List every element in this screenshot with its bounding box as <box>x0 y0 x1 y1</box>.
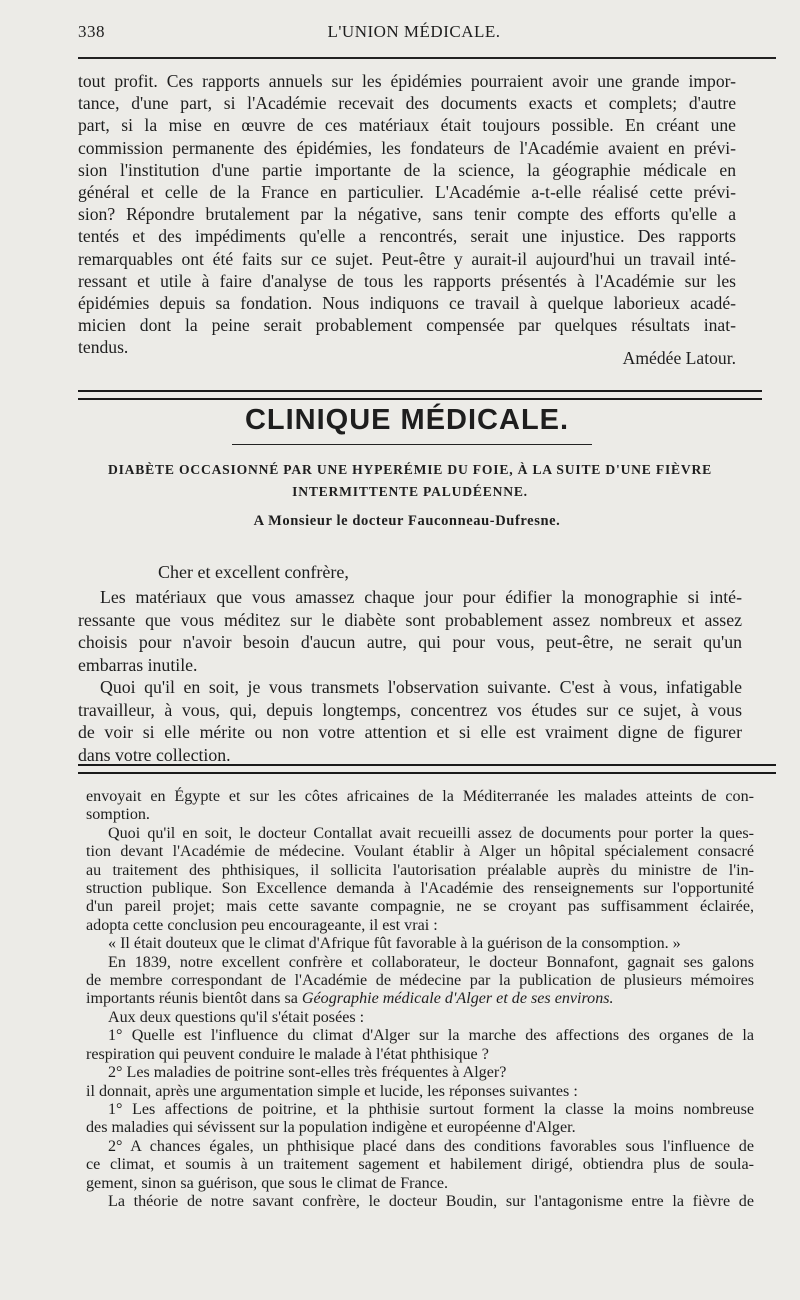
text-line: Aux deux questions qu'il s'était posées : <box>108 1008 365 1026</box>
text-line: tion devant l'Académie de médecine. Voulant établir à Alger un hôpital spécialement consacré <box>86 843 754 861</box>
text-line: général et celle de la France en particulier. L'Académie a-t-elle réalisé cette prévi- <box>78 182 736 203</box>
text-line: embarras inutile. <box>78 654 198 675</box>
text-line: remarquables ont été faits sur ce sujet. Peut-être y aurait-il aujourd'hui un travail inté- <box>78 248 736 269</box>
text-line: 1° Quelle est l'influence du climat d'Alger sur la marche des affections des organes de la <box>108 1027 754 1045</box>
text-line: En 1839, notre excellent confrère et collaborateur, le docteur Bonnafont, gagnait ses galons <box>108 953 754 971</box>
title-underline <box>232 444 592 445</box>
text-line: de voir si elle mérite ou non votre attention et si elle est vraiment digne de figurer <box>78 722 742 742</box>
article-title-line: INTERMITTENTE PALUDÉENNE. <box>292 484 528 499</box>
dedication: A Monsieur le docteur Fauconneau-Dufresne. <box>253 513 561 529</box>
text-line: Les matériaux que vous amassez chaque jour pour édifier la monographie si inté- <box>100 587 742 607</box>
book-title: Géographie médicale d'Alger et de ses environs. <box>301 990 614 1008</box>
section-title: CLINIQUE MÉDICALE. <box>244 404 570 436</box>
text-line: travailleur, à vous, qui, depuis longtemps, concentrez vos études sur ce sujet, à vous <box>78 699 742 720</box>
text-line <box>86 990 754 1008</box>
running-head <box>78 22 750 44</box>
text-line: de membre correspondant de l'Académie de médecine par la publication de plusieurs mémoires <box>86 972 754 990</box>
letter-body <box>78 586 742 766</box>
text-line: ressant et utile à faire d'analyse de tous les rapports présentés à l'Académie sur les <box>78 270 736 291</box>
text-line: sion? Répondre brutalement par la négative, sans tenir compte des efforts qu'elle a <box>78 204 736 225</box>
feuilleton-text <box>86 788 754 1211</box>
text-line: il donnait, après une argumentation simple et lucide, les réponses suivantes : <box>86 1082 578 1100</box>
text-run: importants réunis bientôt dans sa <box>86 990 302 1008</box>
text-line: envoyait en Égypte et sur les côtes africaines de la Méditerranée les malades atteints de con- <box>86 788 754 805</box>
text-line: sion l'institution d'une partie importante de la science, la géographie médicale en <box>78 159 736 180</box>
feuilleton-divider <box>78 764 776 774</box>
text-line: tance, d'une part, si l'Académie recevait des documents exacts et complets; d'autre <box>78 93 736 114</box>
text-line: Quoi qu'il en soit, je vous transmets l'observation suivante. C'est à vous, infatigable <box>100 677 742 697</box>
article-title <box>90 459 730 503</box>
text-line: respiration qui peuvent conduire le malade à l'état phthisique ? <box>86 1045 489 1063</box>
text-line: tout profit. Ces rapports annuels sur les épidémies pourraient avoir une grande impor- <box>78 71 736 91</box>
header-rule <box>78 57 776 59</box>
journal-title: L'UNION MÉDICALE. <box>327 22 501 41</box>
section-divider <box>78 390 762 400</box>
text-line: tendus. <box>78 337 129 358</box>
text-line: épidémies depuis sa fondation. Nous indiquons ce travail à quelque laborieux acadé- <box>78 293 736 314</box>
text-line: « Il était douteux que le climat d'Afrique fût favorable à la guérison de la consomption. » <box>108 935 681 953</box>
text-line: ce climat, et soumis à un traitement sagement et habilement dirigé, obtiendra plus de soula- <box>86 1156 754 1174</box>
text-line: part, si la mise en œuvre de ces matériaux était toujours possible. En créant une <box>78 115 736 136</box>
intro-paragraph <box>78 70 736 359</box>
text-line: tentés et des impédiments qu'elle a rencontrés, serait une injustice. Des rapports <box>78 226 736 247</box>
author-signature: Amédée Latour. <box>622 348 736 368</box>
text-line: Quoi qu'il en soit, le docteur Contallat avait recueilli assez de documents pour porter la ques- <box>108 824 754 842</box>
text-line: dans votre collection. <box>78 744 231 765</box>
text-line: adopta cette conclusion peu encourageante, il est vrai : <box>86 916 438 934</box>
text-line: micien dont la peine serait probablement compensée par quelques résultats inat- <box>78 315 736 336</box>
text-line: gement, sinon sa guérison, que sous le climat de France. <box>86 1174 449 1192</box>
text-line: des maladies qui sévissent sur la population indigène et européenne d'Alger. <box>86 1119 576 1137</box>
article-title-line: DIABÈTE OCCASIONNÉ PAR UNE HYPERÉMIE DU FOIE, À LA SUITE D'UNE FIÈVRE <box>107 462 713 477</box>
text-line: 2° Les maladies de poitrine sont-elles très fréquentes à Alger? <box>108 1064 507 1082</box>
text-line: La théorie de notre savant confrère, le docteur Boudin, sur l'antagonisme entre la fièvre de <box>108 1192 754 1210</box>
text-line: 1° Les affections de poitrine, et la phthisie surtout forment la classe la moins nombreuse <box>108 1100 754 1118</box>
salutation: Cher et excellent confrère, <box>158 562 349 582</box>
text-line: struction publique. Son Excellence demanda à l'Académie des renseignements sur l'opportunité <box>86 880 754 898</box>
text-line: ressante que vous méditez sur le diabète sont probablement assez nombreux et assez <box>78 609 742 630</box>
text-line: 2° A chances égales, un phthisique placé dans des conditions favorables sous l'influence de <box>108 1137 754 1155</box>
text-line: d'un pareil projet; mais cette savante compagnie, ne se croyant pas suffisamment éclairée, <box>86 898 754 916</box>
text-line: commission permanente des épidémies, les fondateurs de l'Académie avaient en prévi- <box>78 137 736 158</box>
text-line: somption. <box>86 806 150 824</box>
text-line: choisis pour n'avoir besoin d'aucun autre, qui pour vous, peut-être, ne serait qu'un <box>78 632 742 652</box>
text-line: au traitement des phthisiques, il sollicita l'autorisation préalable auprès du ministre de l'in- <box>86 861 754 879</box>
page-number: 338 <box>78 22 105 41</box>
